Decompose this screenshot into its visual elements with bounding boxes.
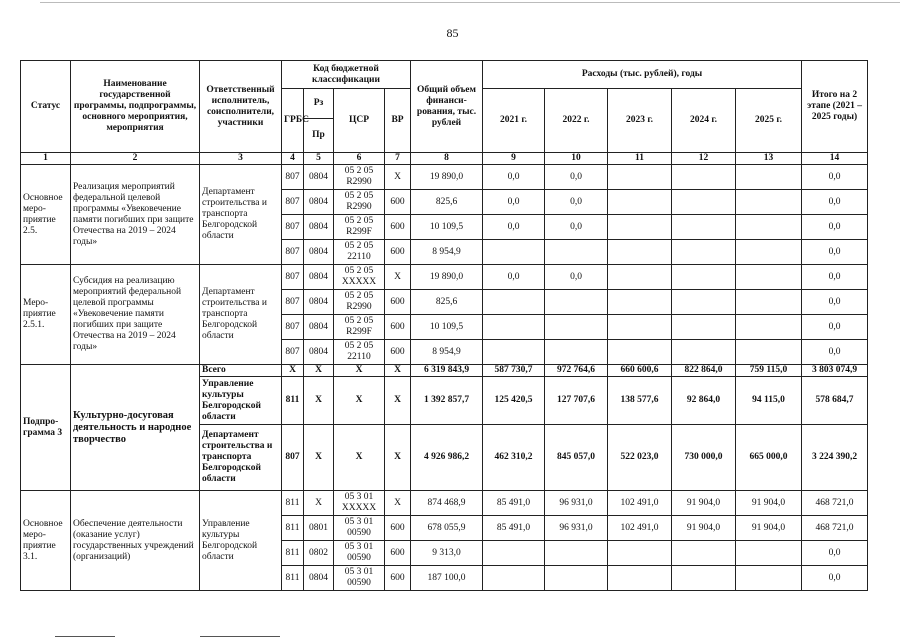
csr-cell: 05 2 05 22110 [334,340,385,365]
status-cell: Основное меро-приятие 2.5. [21,165,71,265]
y2021-cell: 0,0 [483,190,545,215]
y2025-cell [736,290,802,315]
itogo-cell: 3 224 390,2 [802,425,868,491]
y2025-cell [736,315,802,340]
y2023-cell: 660 600,6 [608,365,672,377]
csr-cell: 05 2 05 22110 [334,240,385,265]
y2023-cell [608,315,672,340]
rzpr-cell: 0804 [304,240,334,265]
header-year-2024: 2024 г. [672,89,736,153]
header-pr: Пр [304,119,334,153]
rzpr-cell: X [304,425,334,491]
rzpr-cell: 0804 [304,265,334,290]
name-cell: Реализация мероприятий федеральной целевой программы «Увековечение памяти погибших при защите Отечества на 2019 – 2024 годы» [71,165,200,265]
vr-cell: X [385,491,411,516]
y2022-cell: 96 931,0 [545,491,608,516]
y2025-cell [736,340,802,365]
total-cell: 8 954,9 [411,240,483,265]
itogo-cell: 0,0 [802,340,868,365]
header-total-volume: Общий объем финанси-рования, тыс. рублей [411,61,483,153]
itogo-cell: 0,0 [802,190,868,215]
col-number: 8 [411,153,483,165]
itogo-cell: 0,0 [802,165,868,190]
page-number: 85 [446,26,459,40]
y2022-cell [545,315,608,340]
y2022-cell: 845 057,0 [545,425,608,491]
col-number: 14 [802,153,868,165]
y2022-cell [545,290,608,315]
table-body [21,165,868,591]
y2024-cell [672,265,736,290]
vr-cell: 600 [385,315,411,340]
responsible-cell: Департамент строительства и транспорта Белгородской области [200,425,282,491]
y2022-cell [545,566,608,591]
col-number: 7 [385,153,411,165]
csr-cell: X [334,425,385,491]
csr-cell: 05 3 01 00590 [334,566,385,591]
csr-cell: 05 3 01 00590 [334,541,385,566]
table-row [21,265,868,290]
csr-cell: X [334,365,385,377]
header-vr: ВР [385,89,411,153]
col-number: 3 [200,153,282,165]
y2024-cell: 822 864,0 [672,365,736,377]
bottom-rule [200,636,280,637]
y2025-cell [736,566,802,591]
y2023-cell: 522 023,0 [608,425,672,491]
rzpr-cell: 0804 [304,290,334,315]
col-number: 5 [304,153,334,165]
y2025-cell [736,240,802,265]
itogo-cell: 3 803 074,9 [802,365,868,377]
name-cell: Субсидия на реализацию мероприятий федеральной целевой программы «Увековечение памяти погибших при защите Отечества на 2019 – 2024 годы» [71,265,200,365]
grbs-cell: 807 [282,165,304,190]
y2021-cell [483,240,545,265]
header-year-2021: 2021 г. [483,89,545,153]
grbs-cell: 811 [282,516,304,541]
y2021-cell: 0,0 [483,265,545,290]
y2021-cell [483,541,545,566]
y2021-cell [483,315,545,340]
rzpr-cell: 0804 [304,566,334,591]
y2025-cell [736,215,802,240]
y2025-cell: 91 904,0 [736,516,802,541]
grbs-cell: 807 [282,190,304,215]
table-row [21,491,868,516]
vr-cell: 600 [385,340,411,365]
total-cell: 678 055,9 [411,516,483,541]
header-csr: ЦСР [334,89,385,153]
vr-cell: X [385,365,411,377]
y2024-cell [672,190,736,215]
csr-cell: 05 3 01 XXXXX [334,491,385,516]
grbs-cell: 807 [282,425,304,491]
y2022-cell [545,541,608,566]
status-cell: Меро-приятие 2.5.1. [21,265,71,365]
header-year-2023: 2023 г. [608,89,672,153]
header-year-2022: 2022 г. [545,89,608,153]
itogo-cell: 0,0 [802,215,868,240]
col-number: 4 [282,153,304,165]
total-cell: 1 392 857,7 [411,377,483,425]
grbs-cell: 807 [282,315,304,340]
y2025-cell [736,190,802,215]
col-number: 11 [608,153,672,165]
col-number: 10 [545,153,608,165]
vr-cell: 600 [385,215,411,240]
header-year-2025: 2025 г. [736,89,802,153]
y2024-cell [672,240,736,265]
col-number: 12 [672,153,736,165]
y2022-cell: 96 931,0 [545,516,608,541]
y2022-cell: 0,0 [545,215,608,240]
csr-cell: 05 2 05 XXXXX [334,265,385,290]
y2021-cell: 587 730,7 [483,365,545,377]
y2024-cell: 730 000,0 [672,425,736,491]
rzpr-cell: 0802 [304,541,334,566]
total-cell: 10 109,5 [411,315,483,340]
column-numbers-row [21,153,868,165]
name-cell: Культурно-досуговая деятельность и народное творчество [71,365,200,491]
total-cell: 8 954,9 [411,340,483,365]
rzpr-cell: X [304,491,334,516]
y2025-cell: 91 904,0 [736,491,802,516]
total-cell: 825,6 [411,190,483,215]
col-number: 9 [483,153,545,165]
y2023-cell [608,240,672,265]
grbs-cell: 811 [282,491,304,516]
rzpr-cell: 0804 [304,340,334,365]
grbs-cell: 811 [282,541,304,566]
y2022-cell: 972 764,6 [545,365,608,377]
y2022-cell: 127 707,6 [545,377,608,425]
vr-cell: X [385,425,411,491]
grbs-cell: 807 [282,240,304,265]
itogo-cell: 0,0 [802,566,868,591]
grbs-cell: 811 [282,566,304,591]
vr-cell: 600 [385,516,411,541]
rzpr-cell: X [304,377,334,425]
responsible-cell: Управление культуры Белгородской области [200,377,282,425]
status-cell: Подпро-грамма 3 [21,365,71,491]
table-row [21,165,868,190]
vr-cell: 600 [385,240,411,265]
itogo-cell: 468 721,0 [802,491,868,516]
rzpr-cell: 0804 [304,215,334,240]
vr-cell: X [385,165,411,190]
rzpr-cell: 0804 [304,165,334,190]
total-cell: 6 319 843,9 [411,365,483,377]
grbs-cell: X [282,365,304,377]
y2023-cell [608,215,672,240]
grbs-cell: 807 [282,265,304,290]
header-budget-code: Код бюджетной классификации [282,61,411,89]
y2021-cell: 462 310,2 [483,425,545,491]
itogo-cell: 0,0 [802,290,868,315]
y2022-cell: 0,0 [545,190,608,215]
itogo-cell: 0,0 [802,240,868,265]
header-name: Наименование государственной программы, подпрограммы, основного мероприятия, мероприятия [71,61,200,153]
responsible-cell: Всего [200,365,282,377]
header-responsible: Ответственный исполнитель, соисполнители, участники [200,61,282,153]
y2025-cell: 759 115,0 [736,365,802,377]
total-cell: 9 313,0 [411,541,483,566]
y2023-cell [608,340,672,365]
csr-cell: 05 3 01 00590 [334,516,385,541]
total-cell: 874 468,9 [411,491,483,516]
total-cell: 19 890,0 [411,265,483,290]
vr-cell: X [385,377,411,425]
y2023-cell: 102 491,0 [608,491,672,516]
y2021-cell [483,290,545,315]
itogo-cell: 578 684,7 [802,377,868,425]
table-row [21,365,868,377]
y2025-cell [736,265,802,290]
vr-cell: X [385,265,411,290]
status-cell: Основное меро-приятие 3.1. [21,491,71,591]
vr-cell: 600 [385,290,411,315]
itogo-cell: 0,0 [802,265,868,290]
y2024-cell: 91 904,0 [672,516,736,541]
table-header [21,61,868,165]
y2021-cell [483,566,545,591]
total-cell: 19 890,0 [411,165,483,190]
vr-cell: 600 [385,190,411,215]
y2024-cell [672,566,736,591]
y2024-cell: 91 904,0 [672,491,736,516]
col-number: 2 [71,153,200,165]
y2021-cell: 85 491,0 [483,516,545,541]
grbs-cell: 811 [282,377,304,425]
y2025-cell: 94 115,0 [736,377,802,425]
y2023-cell: 102 491,0 [608,516,672,541]
grbs-cell: 807 [282,340,304,365]
col-number: 6 [334,153,385,165]
y2025-cell [736,541,802,566]
y2023-cell [608,165,672,190]
responsible-cell: Управление культуры Белгородской области [200,491,282,591]
top-rule [40,2,900,3]
grbs-cell: 807 [282,290,304,315]
y2022-cell [545,240,608,265]
header-rz: Рз [304,89,334,119]
y2024-cell [672,541,736,566]
y2021-cell [483,340,545,365]
y2024-cell [672,215,736,240]
name-cell: Обеспечение деятельности (оказание услуг) государственных учреждений (организаций) [71,491,200,591]
rzpr-cell: X [304,365,334,377]
total-cell: 825,6 [411,290,483,315]
y2023-cell [608,566,672,591]
csr-cell: 05 2 05 R2990 [334,290,385,315]
csr-cell: 05 2 05 R2990 [334,190,385,215]
y2024-cell [672,315,736,340]
grbs-cell: 807 [282,215,304,240]
responsible-cell: Департамент строительства и транспорта Белгородской области [200,265,282,365]
y2023-cell: 138 577,6 [608,377,672,425]
itogo-cell: 0,0 [802,315,868,340]
y2021-cell: 0,0 [483,215,545,240]
header-itogo: Итого на 2 этапе (2021 – 2025 годы) [802,61,868,153]
csr-cell: X [334,377,385,425]
y2021-cell: 0,0 [483,165,545,190]
y2024-cell [672,290,736,315]
y2023-cell [608,265,672,290]
vr-cell: 600 [385,566,411,591]
y2022-cell: 0,0 [545,165,608,190]
rzpr-cell: 0804 [304,190,334,215]
itogo-cell: 0,0 [802,541,868,566]
csr-cell: 05 2 05 R299F [334,315,385,340]
y2024-cell [672,165,736,190]
y2025-cell [736,165,802,190]
rzpr-cell: 0801 [304,516,334,541]
bottom-rule [55,636,115,637]
col-number: 1 [21,153,71,165]
vr-cell: 600 [385,541,411,566]
rzpr-cell: 0804 [304,315,334,340]
responsible-cell: Департамент строительства и транспорта Белгородской области [200,165,282,265]
y2023-cell [608,290,672,315]
y2024-cell: 92 864,0 [672,377,736,425]
itogo-cell: 468 721,0 [802,516,868,541]
col-number: 13 [736,153,802,165]
y2021-cell: 125 420,5 [483,377,545,425]
y2023-cell [608,541,672,566]
header-grbs: ГРБС [282,89,304,153]
y2025-cell: 665 000,0 [736,425,802,491]
y2023-cell [608,190,672,215]
y2021-cell: 85 491,0 [483,491,545,516]
total-cell: 4 926 986,2 [411,425,483,491]
y2024-cell [672,340,736,365]
csr-cell: 05 2 05 R2990 [334,165,385,190]
y2022-cell: 0,0 [545,265,608,290]
budget-table [20,60,868,591]
total-cell: 187 100,0 [411,566,483,591]
header-expenses: Расходы (тыс. рублей), годы [483,61,802,89]
y2022-cell [545,340,608,365]
header-status: Статус [21,61,71,153]
total-cell: 10 109,5 [411,215,483,240]
csr-cell: 05 2 05 R299F [334,215,385,240]
